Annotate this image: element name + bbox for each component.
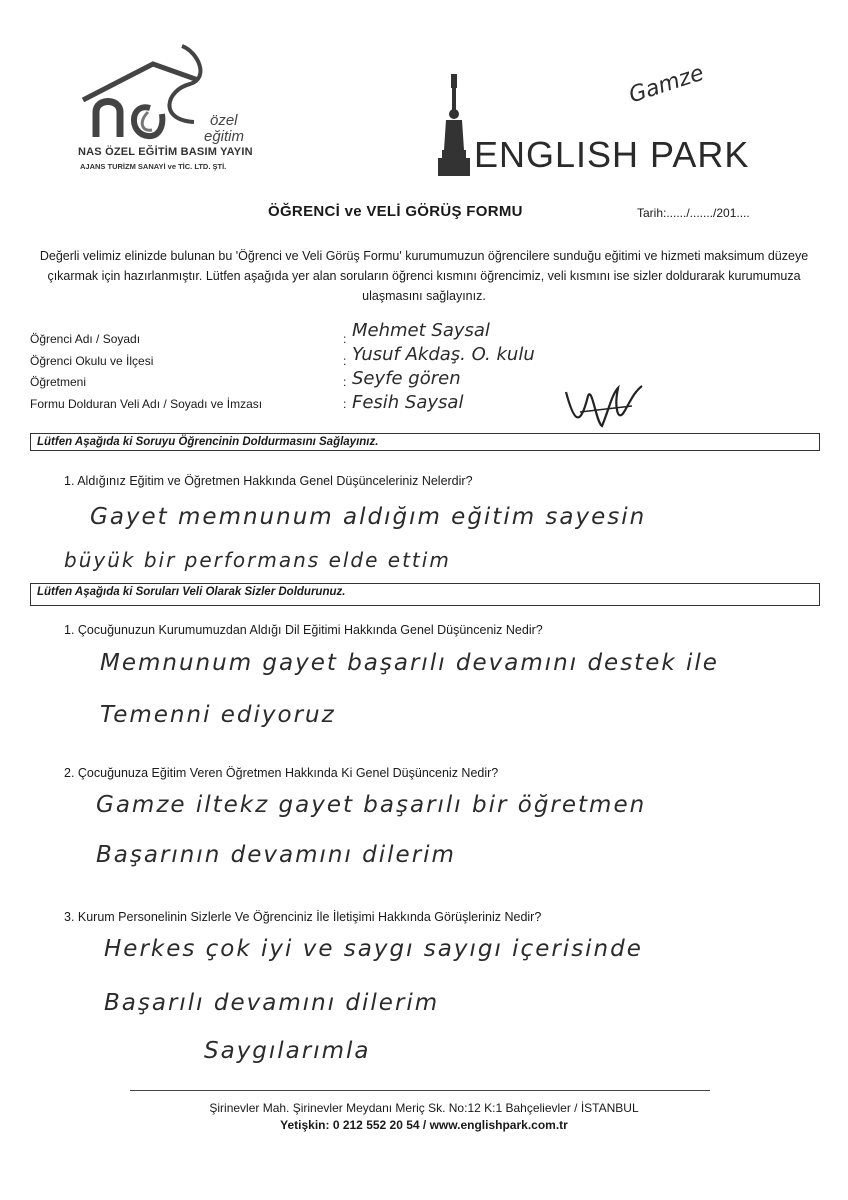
statue-of-liberty-icon bbox=[434, 74, 474, 176]
parent-section-heading: Lütfen Aşağıda ki Soruları Veli Olarak Sizler Doldurunuz. bbox=[30, 583, 820, 606]
student-question: 1. Aldığınız Eğitim ve Öğretmen Hakkında Genel Düşünceleriniz Nelerdir? bbox=[64, 474, 473, 488]
student-school-value[interactable]: Yusuf Akdaş. O. kulu bbox=[352, 344, 535, 365]
student-school-label: Öğrenci Okulu ve İlçesi bbox=[30, 354, 154, 368]
teacher-colon: : bbox=[343, 375, 347, 389]
form-title: ÖĞRENCİ ve VELİ GÖRÜŞ FORMU bbox=[268, 203, 523, 220]
parent-name-label: Formu Dolduran Veli Adı / Soyadı ve İmzası bbox=[30, 397, 263, 411]
footer-contact: Yetişkin: 0 212 552 20 54 / www.englishpark.com.tr bbox=[280, 1118, 568, 1132]
footer-divider bbox=[130, 1090, 710, 1091]
corner-handwritten-note: Gamze bbox=[626, 60, 708, 109]
nas-egitim-text: eğitim bbox=[204, 128, 245, 145]
nas-ozel-text: özel bbox=[210, 112, 238, 129]
parent-question-1: 1. Çocuğunuzun Kurumumuzdan Aldığı Dil Eğitimi Hakkında Genel Düşünceniz Nedir? bbox=[64, 623, 543, 637]
nas-logo bbox=[78, 42, 278, 182]
student-name-value[interactable]: Mehmet Saysal bbox=[352, 320, 490, 341]
parent-question-2: 2. Çocuğunuza Eğitim Veren Öğretmen Hakkında Ki Genel Düşünceniz Nedir? bbox=[64, 766, 499, 780]
parent-answer-1-line-2[interactable]: Temenni ediyoruz bbox=[100, 702, 336, 728]
teacher-value[interactable]: Seyfe gören bbox=[352, 368, 461, 389]
parent-answer-3-line-1[interactable]: Herkes çok iyi ve saygı sayıgı içerisinde bbox=[104, 936, 643, 962]
parent-answer-2-line-2[interactable]: Başarının devamını dilerim bbox=[96, 842, 456, 868]
student-section-heading: Lütfen Aşağıda ki Soruyu Öğrencinin Doldurmasını Sağlayınız. bbox=[30, 433, 820, 451]
parent-name-colon: : bbox=[343, 397, 347, 411]
student-name-label: Öğrenci Adı / Soyadı bbox=[30, 332, 141, 346]
teacher-label: Öğretmeni bbox=[30, 375, 87, 389]
footer-address: Şirinevler Mah. Şirinevler Meydanı Meriç Sk. No:12 K:1 Bahçelievler / İSTANBUL bbox=[209, 1101, 639, 1115]
nas-company-name: NAS ÖZEL EĞİTİM BASIM YAYIN bbox=[78, 146, 253, 158]
intro-paragraph: Değerli velimiz elinizde bulunan bu 'Öğrenci ve Veli Görüş Formu' kurumumuzun öğrencilere sunduğu eğitimi ve hizmeti maksimum düzeye çıkarmak için hazırlanmıştır. Lütfen aşağıda yer alan soruların öğrenci kısmını öğrencimiz, veli kısmını ise sizler doldurarak kurumumuza ulaşmasını sağlayınız. bbox=[39, 249, 809, 303]
parent-answer-1-line-1[interactable]: Memnunum gayet başarılı devamını destek ile bbox=[100, 650, 719, 676]
nas-company-sub: AJANS TURİZM SANAYİ ve TİC. LTD. ŞTİ. bbox=[80, 162, 227, 171]
signature-icon bbox=[560, 382, 650, 434]
student-answer-line-1[interactable]: Gayet memnunum aldığım eğitim sayesin bbox=[90, 504, 647, 530]
parent-name-value[interactable]: Fesih Saysal bbox=[352, 392, 464, 413]
parent-answer-3-line-2[interactable]: Başarılı devamını dilerim bbox=[104, 990, 440, 1016]
english-park-logo bbox=[432, 70, 772, 180]
student-answer-line-2[interactable]: büyük bir performans elde ettim bbox=[64, 548, 451, 572]
student-school-colon: : bbox=[343, 354, 347, 368]
student-name-colon: : bbox=[343, 332, 347, 346]
nas-roof-icon bbox=[78, 42, 278, 152]
parent-answer-2-line-1[interactable]: Gamze iltekz gayet başarılı bir öğretmen bbox=[96, 792, 647, 818]
parent-answer-3-line-3[interactable]: Saygılarımla bbox=[204, 1038, 371, 1064]
english-park-wordmark: ENGLISH PARK bbox=[474, 134, 750, 175]
date-field: Tarih:....../......./201.... bbox=[637, 206, 750, 220]
parent-question-3: 3. Kurum Personelinin Sizlerle Ve Öğrenciniz İle İletişimi Hakkında Görüşleriniz Nedir? bbox=[64, 910, 542, 924]
